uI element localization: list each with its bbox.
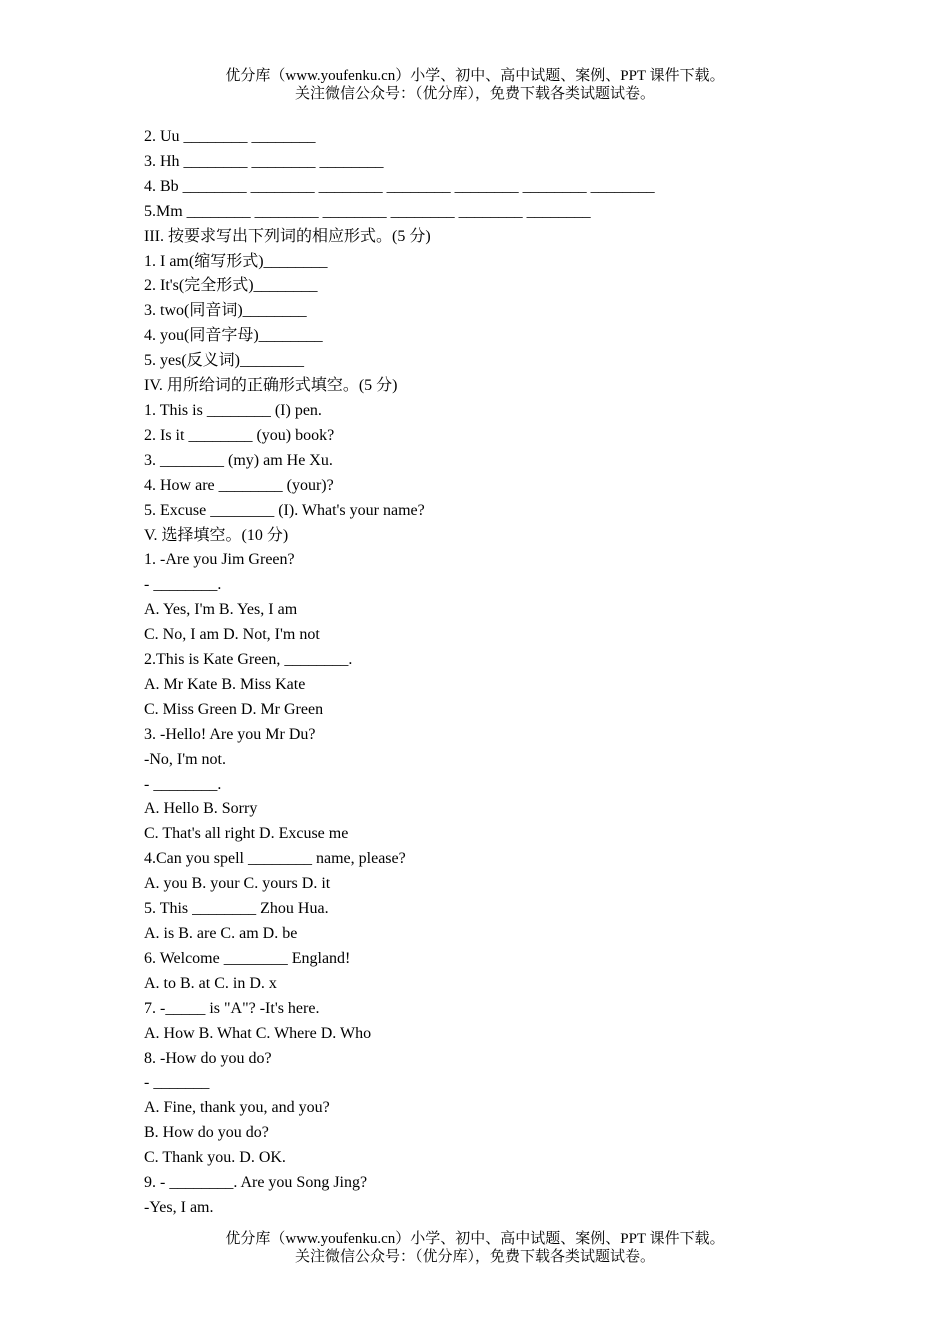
text-line: A. How B. What C. Where D. Who [144,1024,372,1042]
text-line: 6. Welcome ________ England! [144,949,351,967]
text-line: 5. yes(反义词)________ [144,352,304,370]
text-line: - ________. [144,576,222,594]
text-line: 4.Can you spell ________ name, please? [144,850,406,868]
text-line: 3. two(同音词)________ [144,302,307,320]
text-line: - _______ [144,1074,210,1092]
text-line: C. Miss Green D. Mr Green [144,700,324,718]
text-line: 2. It's(完全形式)________ [144,277,318,295]
text-line: 1. -Are you Jim Green? [144,551,295,569]
page-header [0,67,950,103]
document-body [144,125,844,1221]
text-line: C. That's all right D. Excuse me [144,825,349,843]
text-line: A. Mr Kate B. Miss Kate [144,675,306,693]
text-line: 4. How are ________ (your)? [144,476,334,494]
text-line: 3. Hh ________ ________ ________ [144,152,384,170]
text-line: 1. This is ________ (I) pen. [144,401,322,419]
header-line-2: 关注微信公众号：（优分库），免费下载各类试题试卷。 [294,86,655,102]
text-line: C. Thank you. D. OK. [144,1149,286,1167]
section-heading: V. 选择填空。(10 分) [144,526,289,544]
text-line: - ________. [144,775,222,793]
text-line: 9. - ________. Are you Song Jing? [144,1174,368,1192]
text-line: 2. Uu ________ ________ [144,128,316,145]
text-line: 5.Mm ________ ________ ________ ________ ________ ________ [144,202,591,220]
text-line: 5. This ________ Zhou Hua. [144,900,329,918]
footer-line-2: 关注微信公众号：（优分库），免费下载各类试题试卷。 [294,1249,655,1265]
header-line-1: 优分库（www.youfenku.cn）小学、初中、高中试题、案例、PPT 课件下载。 [225,68,725,84]
text-line: 3. ________ (my) am He Xu. [144,451,333,469]
text-line: 4. you(同音字母)________ [144,327,323,345]
text-line: -Yes, I am. [144,1198,214,1216]
text-line: B. How do you do? [144,1124,269,1142]
section-heading: IV. 用所给词的正确形式填空。(5 分) [144,377,398,395]
text-line: A. you B. your C. yours D. it [144,875,331,893]
text-line: 4. Bb ________ ________ ________ ________ ________ ________ ________ [144,177,655,195]
text-line: A. Fine, thank you, and you? [144,1099,330,1117]
text-line: 1. I am(缩写形式)________ [144,252,328,270]
text-line: 5. Excuse ________ (I). What's your name? [144,501,425,519]
text-line: 3. -Hello! Are you Mr Du? [144,725,316,743]
text-line: 8. -How do you do? [144,1049,272,1067]
text-line: A. is B. are C. am D. be [144,925,298,942]
page-footer [0,1230,950,1266]
section-heading: III. 按要求写出下列词的相应形式。(5 分) [144,227,431,245]
text-line: C. No, I am D. Not, I'm not [144,626,320,644]
text-line: A. Yes, I'm B. Yes, I am [144,601,298,619]
footer-line-1: 优分库（www.youfenku.cn）小学、初中、高中试题、案例、PPT 课件下载。 [225,1231,725,1247]
text-line: 2.This is Kate Green, ________. [144,651,353,669]
text-line: A. Hello B. Sorry [144,800,258,818]
text-line: 7. -_____ is "A"? -It's here. [144,999,320,1017]
text-line: A. to B. at C. in D. x [144,974,277,992]
text-line: -No, I'm not. [144,750,226,768]
text-line: 2. Is it ________ (you) book? [144,426,335,444]
